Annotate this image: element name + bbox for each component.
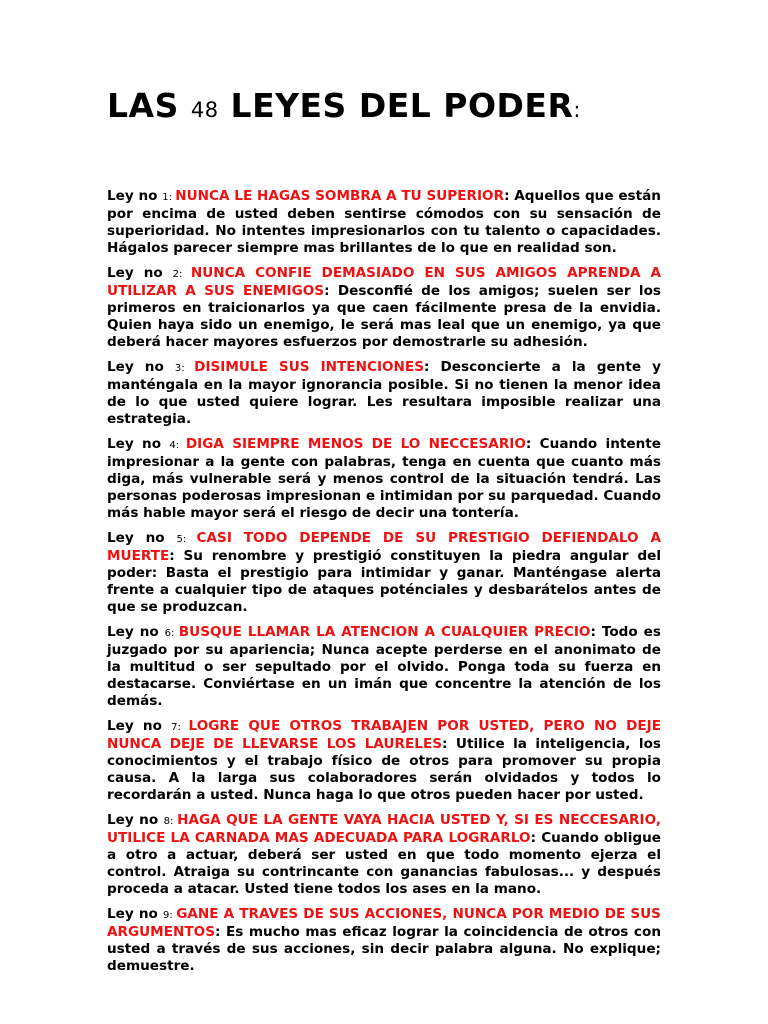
law-separator: : — [171, 628, 179, 639]
law-colon: : — [215, 924, 226, 940]
law-label: Ley no — [107, 359, 175, 375]
law-3 — [107, 359, 661, 428]
laws-list — [107, 188, 661, 983]
law-number: 9 — [162, 910, 170, 921]
law-colon: : — [442, 736, 456, 752]
law-label: Ley no — [107, 906, 163, 922]
law-text: Cuando obligue a otro a actuar, deberá ser usted en que todo momento ejerza el control. Atraiga su contrincante con ganancias fabulosas... y después proceda a atacar. Usted tiene todos los ases en la mano. — [107, 830, 661, 897]
law-6 — [107, 624, 661, 710]
law-separator: : — [179, 269, 191, 280]
law-name: NUNCA LE HAGAS SOMBRA A TU SUPERIOR — [175, 188, 505, 204]
law-1 — [107, 188, 661, 257]
law-label: Ley no — [107, 812, 164, 828]
law-5 — [107, 530, 661, 616]
law-number: 1 — [162, 192, 169, 203]
law-separator: : — [169, 816, 178, 827]
page-title — [107, 84, 581, 132]
title-colon: : — [573, 98, 581, 122]
law-text: Todo es juzgado por su apariencia; Nunca acepte perderse en el anonimato de la multitud o ser sepultado por el olvido. Ponga toda su fuerza en destacarse. Conviértase en un imán que concentre la atención de los demás. — [107, 624, 661, 709]
law-name: BUSQUE LLAMAR LA ATENCION A CUALQUIER PRECIO — [178, 624, 591, 640]
law-colon: : — [169, 548, 184, 564]
law-2 — [107, 265, 661, 351]
law-9 — [107, 906, 661, 975]
law-name: HAGA QUE LA GENTE VAYA HACIA USTED Y, SI ES NECCESARIO, UTILICE LA CARNADA MAS ADECUADA PARA LOGRARLO — [107, 812, 661, 846]
law-text: Desconcierte a la gente y manténgala en la mayor ignorancia posible. Si no tienen la menor idea de lo que usted quiere lograr. Les resultara imposible realizar una estrategia. — [107, 359, 661, 427]
law-name: CASI TODO DEPENDE DE SU PRESTIGIO DEFIENDALO A MUERTE — [107, 530, 661, 564]
law-number: 6 — [164, 628, 172, 639]
law-7 — [107, 718, 661, 804]
title-suffix: LEYES DEL PODER — [218, 86, 574, 125]
law-colon: : — [530, 830, 542, 846]
law-number: 8 — [163, 816, 170, 827]
title-prefix: LAS — [107, 86, 191, 125]
law-text: Su renombre y prestigió constituyen la piedra angular del poder: Basta el prestigio para intimidar y ganar. Manténgase alerta frente a cualquier tipo de ataques poténciales y desbarátelos antes de que se produzcan. — [107, 548, 662, 615]
law-name: LOGRE QUE OTROS TRABAJEN POR USTED, PERO NO DEJE NUNCA DEJE DE LLEVARSE LOS LAURELES — [107, 718, 661, 752]
law-name: GANE A TRAVES DE SUS ACCIONES, NUNCA POR MEDIO DE SUS ARGUMENTOS — [107, 906, 661, 940]
law-text: Aquellos que están por encima de usted deben sentirse cómodos con su sensación de superioridad. No intentes impresionarlos con tu talento o capacidades. Hágalos parecer siempre mas brillantes de lo que en realidad son. — [107, 188, 661, 256]
law-text: Utilice la inteligencia, los conocimientos y el trabajo físico de otros para promover su propia causa. A la larga sus colaboradores serán olvidados y todos lo recordarán a usted. Nunca haga lo que otros pueden hacer por usted. — [107, 736, 661, 803]
law-name: DIGA SIEMPRE MENOS DE LO NECCESARIO — [185, 436, 526, 452]
law-label: Ley no — [107, 265, 173, 281]
law-separator: : — [177, 722, 189, 733]
law-8 — [107, 812, 661, 898]
law-separator: : — [182, 534, 197, 545]
law-number: 5 — [176, 534, 183, 545]
law-4 — [107, 436, 661, 522]
law-colon: : — [525, 436, 540, 452]
law-label: Ley no — [107, 188, 163, 204]
law-text: Desconfié de los amigos; suelen ser los primeros en traicionarlos ya que caen fácilmente presa de la envidia. Quien haya sido un enemigo, le será mas leal que un enemigo, ya que deberá hacer mayores esfuerzos por demostrarle su adhesión. — [107, 283, 662, 350]
law-colon: : — [590, 624, 602, 640]
law-label: Ley no — [107, 718, 172, 734]
law-separator: : — [169, 910, 177, 921]
law-separator: : — [181, 363, 195, 374]
law-number: 3 — [174, 363, 182, 374]
law-colon: : — [424, 359, 441, 375]
law-name: NUNCA CONFIE DEMASIADO EN SUS AMIGOS APRENDA A UTILIZAR A SUS ENEMIGOS — [107, 265, 661, 299]
law-number: 7 — [171, 722, 178, 733]
law-number: 2 — [172, 269, 180, 280]
law-label: Ley no — [107, 436, 170, 452]
law-name: DISIMULE SUS INTENCIONES — [194, 359, 425, 375]
law-number: 4 — [169, 440, 176, 451]
law-text: Cuando intente impresionar a la gente con palabras, tenga en cuenta que cuanto más diga, más vulnerable será y menos control de la situación tendrá. Las personas poderosas impresionan e intimidan por su parquedad. Cuando más hable mayor será el riesgo de decir una tontería. — [107, 436, 661, 521]
title-number: 48 — [190, 98, 219, 122]
law-colon: : — [504, 188, 515, 204]
law-colon: : — [324, 283, 338, 299]
law-separator: : — [168, 192, 176, 203]
law-label: Ley no — [107, 624, 165, 640]
law-separator: : — [175, 440, 186, 451]
law-text: Es mucho mas eficaz lograr la coincidencia de otros con usted a través de sus acciones, sin decir palabra alguna. No explique; demuestre. — [107, 924, 661, 974]
law-label: Ley no — [107, 530, 177, 546]
